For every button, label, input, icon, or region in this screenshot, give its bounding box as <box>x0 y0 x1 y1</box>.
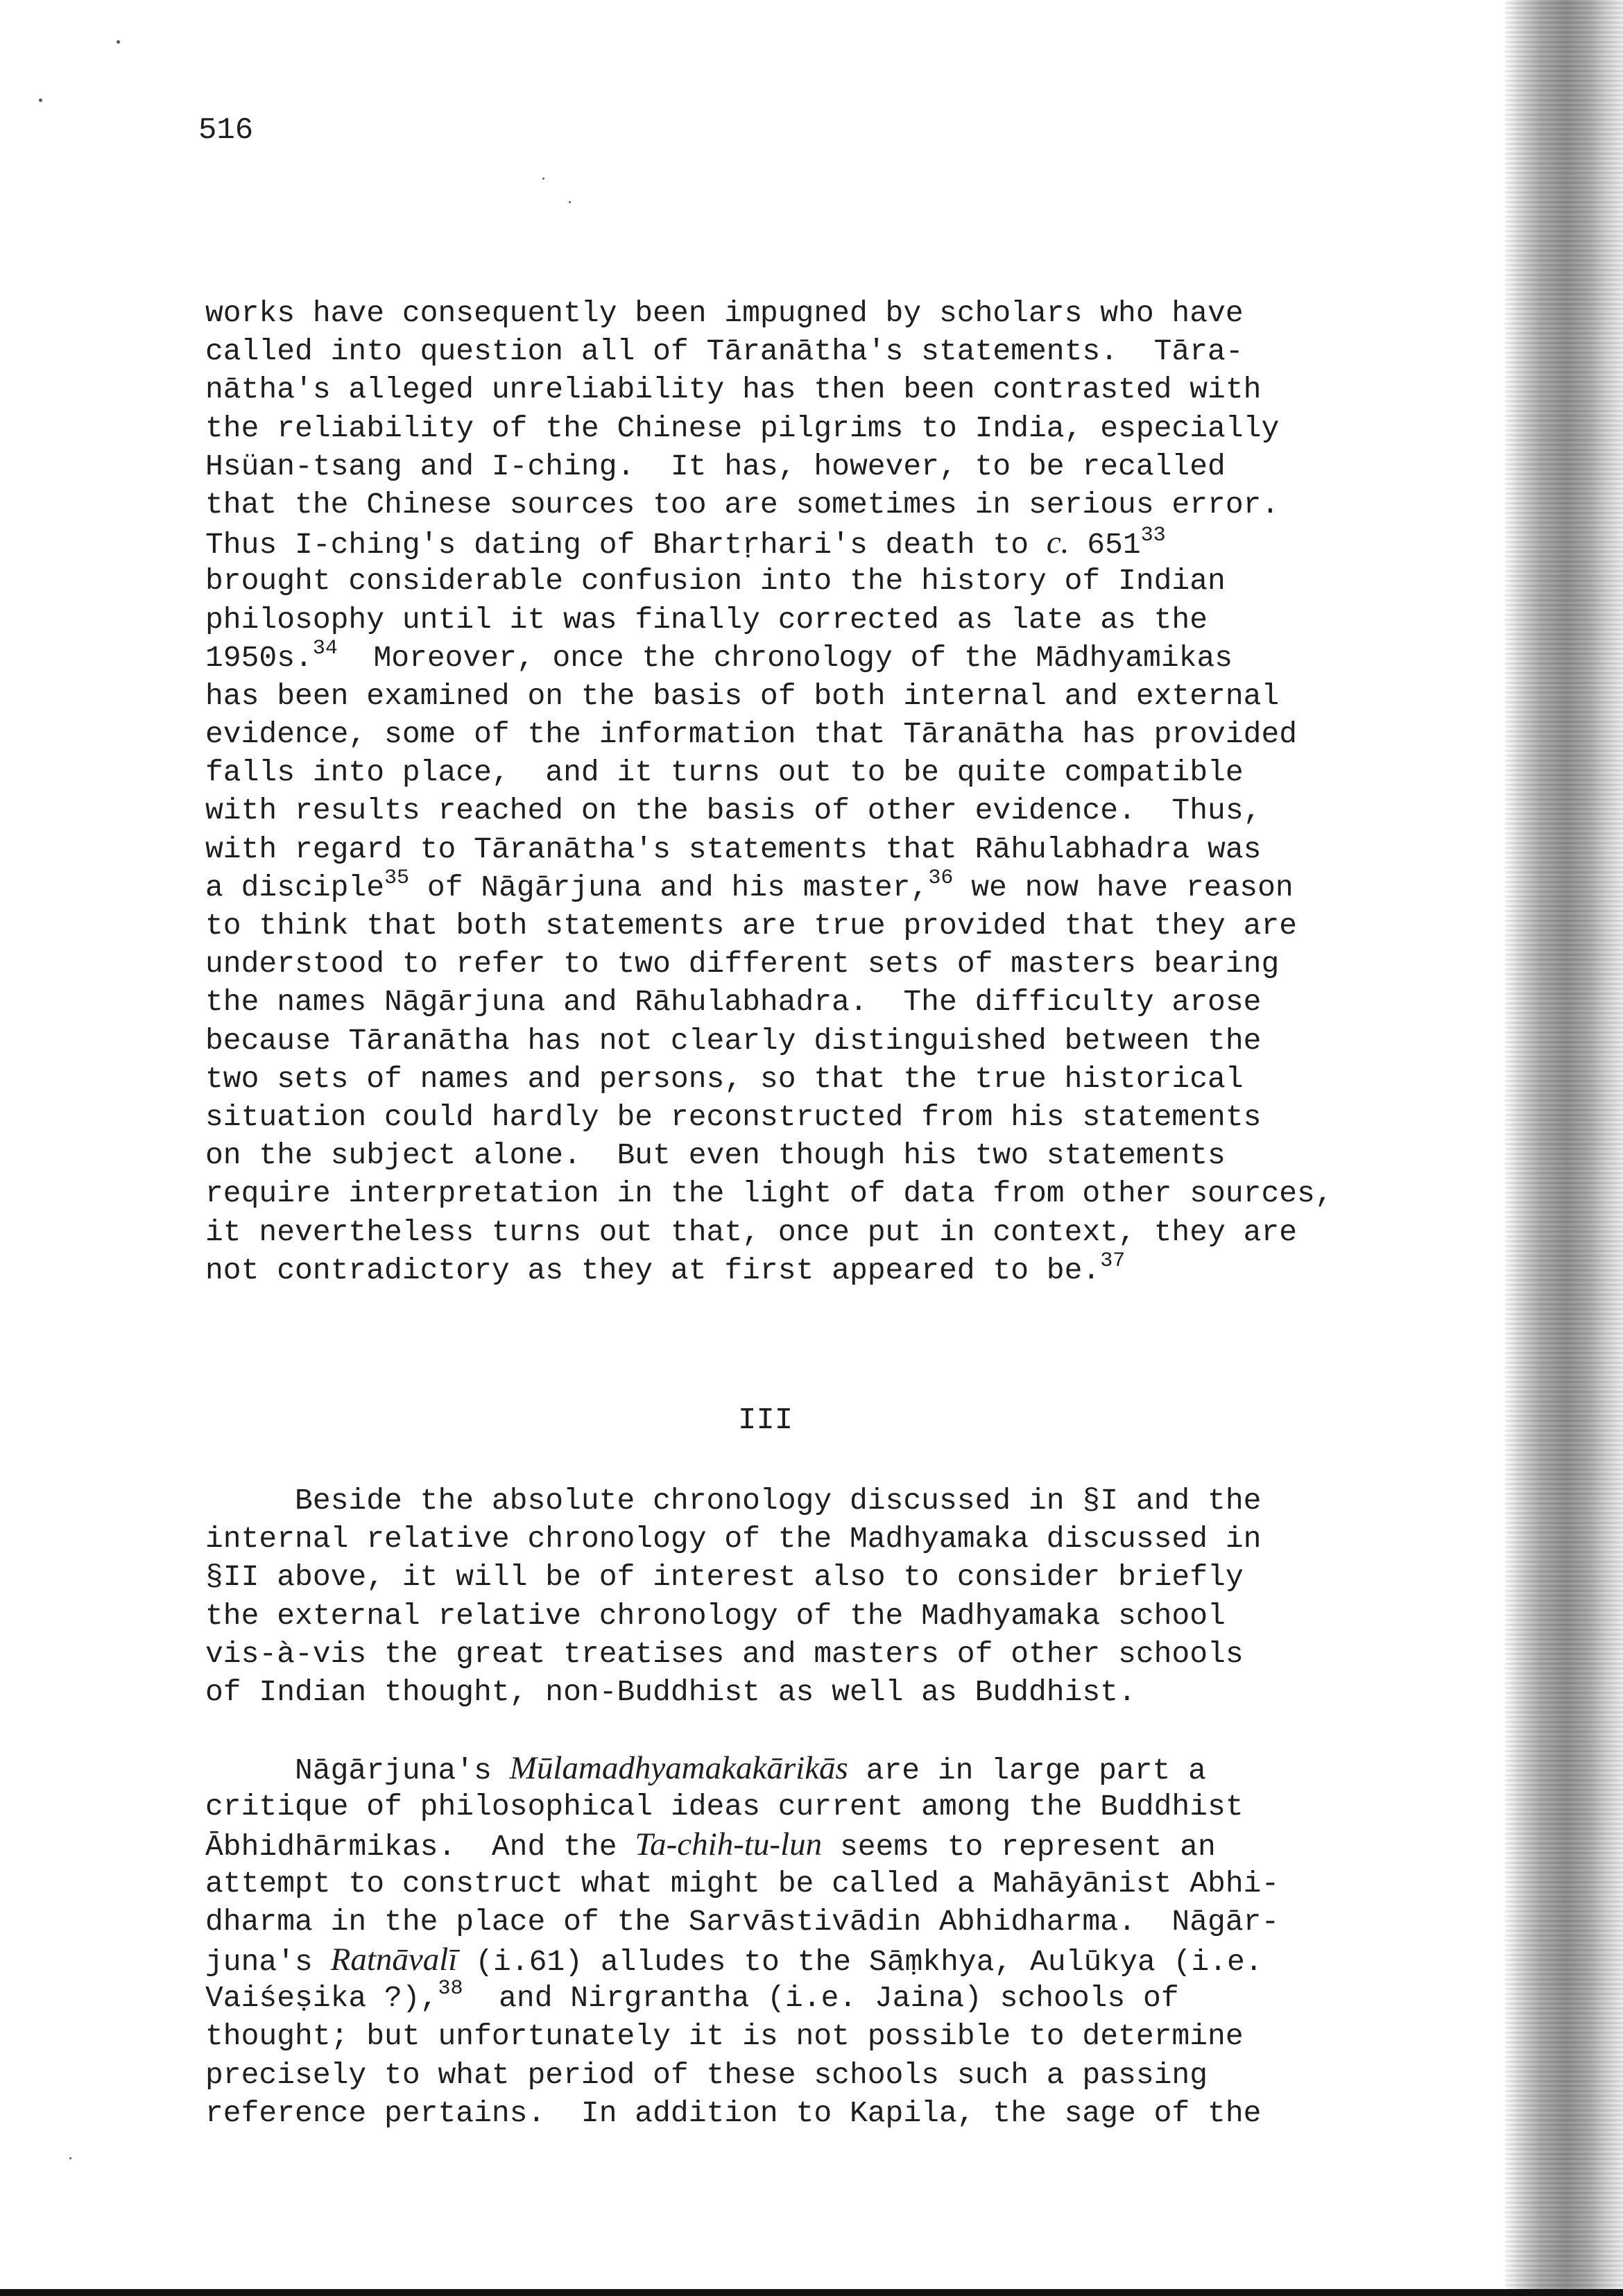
text-run: Ābhidhārmikas. And the <box>205 1830 635 1865</box>
italic-title: c. <box>1046 524 1070 561</box>
text-run: nātha's alleged unreliability has then been contrasted with <box>205 372 1262 407</box>
text-line <box>205 1098 1426 1136</box>
text-run: philosophy until it was finally corrected as late as the <box>205 602 1208 637</box>
text-line <box>205 830 1426 868</box>
text-run: not contradictory as they at first appeared to be. <box>205 1253 1101 1287</box>
text-run: has been examined on the basis of both internal and external <box>205 678 1280 713</box>
text-run: the reliability of the Chinese pilgrims to India, especially <box>205 411 1280 445</box>
text-run: Moreover, once the chronology of the Mādhyamikas <box>337 640 1233 675</box>
text-line <box>205 677 1426 715</box>
text-run: works have consequently been impugned by scholars who have <box>205 296 1244 330</box>
text-line <box>205 868 1426 907</box>
text-run: with results reached on the basis of other evidence. Thus, <box>205 794 1262 828</box>
text-line <box>205 562 1426 600</box>
text-line <box>205 1635 1426 1673</box>
text-line <box>205 1520 1426 1558</box>
text-run: two sets of names and persons, so that the true historical <box>205 1061 1244 1096</box>
scanned-binding-edge <box>1505 0 1623 2296</box>
text-line <box>205 1022 1426 1060</box>
text-run: on the subject alone. But even though his two statements <box>205 1138 1226 1173</box>
section-heading: III <box>738 1403 793 1438</box>
text-line <box>205 1060 1426 1098</box>
footnote-ref: 38 <box>438 1977 463 2001</box>
text-run: it nevertheless turns out that, once put in context, they are <box>205 1215 1298 1249</box>
text-line <box>205 791 1426 830</box>
text-run: internal relative chronology of the Madhyamaka discussed in <box>205 1522 1262 1557</box>
text-run: (i.61) alludes to the Sāṃkhya, Aulūkya (i.e. <box>457 1944 1263 1979</box>
bottom-scan-border <box>0 2289 1623 2296</box>
scan-speck <box>69 2157 71 2159</box>
text-run: Vaiśeṣika ?), <box>205 1981 438 2016</box>
text-line <box>205 907 1426 945</box>
text-line <box>205 1865 1426 1903</box>
text-line <box>205 1749 1426 1788</box>
text-line <box>205 945 1426 983</box>
text-line <box>205 1979 1426 2017</box>
text-run: that the Chinese sources too are sometimes in serious error. <box>205 487 1280 522</box>
text-run: seems to represent an <box>822 1830 1216 1865</box>
text-line <box>205 486 1426 524</box>
italic-title: Mūlamadhyamakakārikās <box>509 1750 848 1786</box>
text-line <box>205 409 1426 447</box>
text-run: require interpretation in the light of data from other sources, <box>205 1176 1333 1211</box>
footnote-ref: 37 <box>1100 1249 1126 1273</box>
scan-speck <box>39 98 42 102</box>
text-run: Hsüan-tsang and I-ching. It has, however, to be recalled <box>205 449 1226 483</box>
text-run: juna's <box>205 1944 331 1979</box>
text-line <box>205 601 1426 639</box>
text-line <box>205 753 1426 791</box>
text-line <box>205 332 1426 370</box>
text-run: Thus I-ching's dating of Bhartṛhari's death to <box>205 528 1047 563</box>
footnote-ref: 36 <box>928 866 954 890</box>
footnote-ref: 33 <box>1140 524 1166 548</box>
text-run: reference pertains. In addition to Kapila, the sage of the <box>205 2096 1262 2130</box>
page-number: 516 <box>198 113 254 148</box>
body-paragraph-1 <box>205 294 1426 1290</box>
text-run: and Nirgrantha (i.e. Jaina) schools of <box>463 1981 1179 2016</box>
text-line <box>205 1941 1426 1979</box>
body-paragraph-3 <box>205 1749 1426 2132</box>
text-run: a disciple <box>205 870 385 905</box>
text-line <box>205 1903 1426 1941</box>
text-run: brought considerable confusion into the history of Indian <box>205 564 1226 599</box>
text-line <box>205 1482 1426 1520</box>
italic-title: Ratnāvalī <box>330 1941 458 1978</box>
italic-title: Ta-chih-tu-lun <box>635 1826 823 1863</box>
text-run: attempt to construct what might be called a Mahāyānist Abhi- <box>205 1866 1280 1901</box>
text-run: critique of philosophical ideas current among the Buddhist <box>205 1790 1244 1824</box>
text-line <box>205 636 1426 677</box>
text-line <box>205 370 1426 409</box>
text-line <box>205 2056 1426 2094</box>
text-run: 1950s. <box>205 640 313 675</box>
text-run: vis-à-vis the great treatises and masters of other schools <box>205 1636 1244 1671</box>
text-run: falls into place, and it turns out to be quite compatible <box>205 755 1244 790</box>
scan-speck <box>542 178 544 180</box>
text-line <box>205 1558 1426 1596</box>
scan-speck <box>569 201 571 203</box>
text-line <box>205 2094 1426 2132</box>
text-run: are in large part a <box>848 1754 1206 1788</box>
text-line <box>205 1788 1426 1826</box>
text-run: dharma in the place of the Sarvāstivādin Abhidharma. Nāgār- <box>205 1904 1280 1939</box>
text-line <box>205 1213 1426 1251</box>
text-run: understood to refer to two different sets of masters bearing <box>205 947 1280 982</box>
text-line <box>205 715 1426 753</box>
text-run: thought; but unfortunately it is not possible to determine <box>205 2019 1244 2054</box>
text-run: because Tāranātha has not clearly distinguished between the <box>205 1023 1262 1058</box>
text-line <box>205 1251 1426 1290</box>
text-run: situation could hardly be reconstructed from his statements <box>205 1099 1262 1134</box>
text-run: Beside the absolute chronology discussed in §I and the <box>205 1484 1262 1518</box>
footnote-ref: 34 <box>312 636 338 660</box>
text-line <box>205 1597 1426 1635</box>
scan-speck <box>117 40 120 44</box>
text-run: called into question all of Tāranātha's statements. Tāra- <box>205 334 1244 369</box>
text-run: we now have reason <box>953 870 1294 905</box>
text-line <box>205 1826 1426 1864</box>
text-run: the names Nāgārjuna and Rāhulabhadra. The difficulty arose <box>205 985 1262 1020</box>
text-run: Nāgārjuna's <box>205 1754 510 1788</box>
text-run: §II above, it will be of interest also to consider briefly <box>205 1560 1244 1595</box>
text-line <box>205 1136 1426 1174</box>
footnote-ref: 35 <box>384 866 410 890</box>
text-line <box>205 1174 1426 1213</box>
text-run: of Nāgārjuna and his master, <box>409 870 929 905</box>
text-line <box>205 294 1426 332</box>
text-run: with regard to Tāranātha's statements that Rāhulabhadra was <box>205 832 1262 866</box>
body-paragraph-2 <box>205 1482 1426 1711</box>
text-run: the external relative chronology of the Madhyamaka school <box>205 1598 1226 1633</box>
text-line <box>205 447 1426 486</box>
text-line <box>205 1673 1426 1711</box>
text-run: of Indian thought, non-Buddhist as well as Buddhist. <box>205 1674 1136 1709</box>
text-run: precisely to what period of these schools such a passing <box>205 2057 1208 2092</box>
text-run: evidence, some of the information that Tāranātha has provided <box>205 717 1298 752</box>
text-line <box>205 2017 1426 2055</box>
text-line <box>205 524 1426 562</box>
text-line <box>205 983 1426 1021</box>
text-run: 651 <box>1069 528 1141 563</box>
text-run: to think that both statements are true provided that they are <box>205 909 1298 943</box>
